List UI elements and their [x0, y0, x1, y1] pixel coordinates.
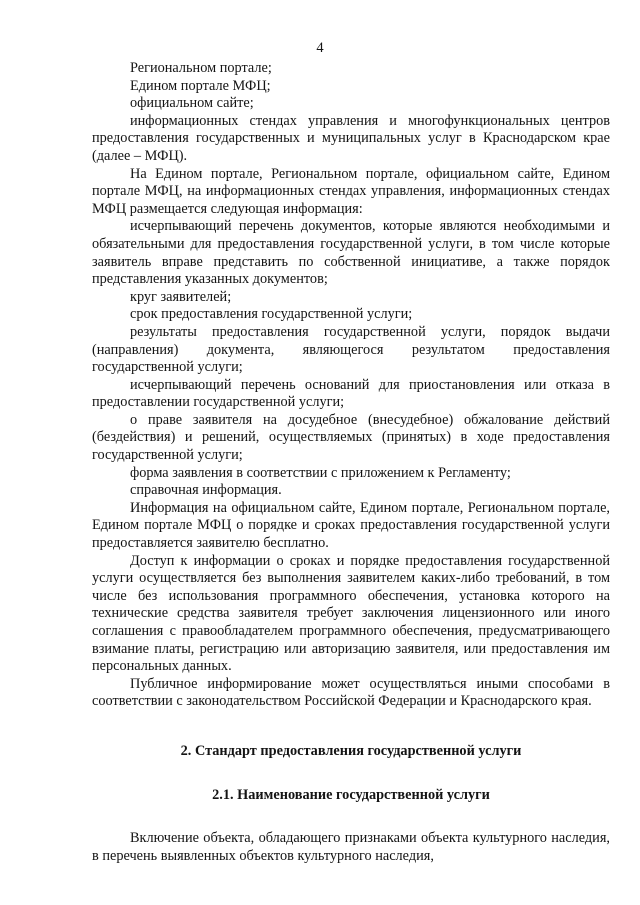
paragraph: исчерпывающий перечень оснований для приостановления или отказа в предоставлении государственной услуги;	[92, 376, 610, 411]
paragraph: о праве заявителя на досудебное (внесудебное) обжалование действий (бездействия) и решений, осуществляемых (принятых) в ходе предоставления государственной услуги;	[92, 411, 610, 464]
paragraph: официальном сайте;	[130, 95, 254, 112]
paragraph: справочная информация.	[130, 482, 282, 499]
document-body	[92, 60, 610, 865]
paragraph: Включение объекта, обладающего признаками объекта культурного наследия, в перечень выявленных объектов культурного наследия,	[92, 830, 610, 864]
paragraph: На Едином портале, Региональном портале, официальном сайте, Едином портале МФЦ, на информационных стендах управления, информационных стендах МФЦ размещается следующая информация:	[92, 165, 610, 217]
paragraph: исчерпывающий перечень документов, которые являются необходимыми и обязательными для предоставления государственной услуги, в том числе которые заявитель вправе представить по собственной инициативе, а также порядок представления указанных документов;	[92, 218, 610, 288]
paragraph: Публичное информирование может осуществляться иными способами в соответствии с законодательством Российской Федерации и Краснодарского края.	[92, 675, 610, 710]
paragraph: результаты предоставления государственной услуги, порядок выдачи (направления) документа, являющегося результатом предоставления государственной услуги;	[92, 323, 610, 376]
paragraph: срок предоставления государственной услуги;	[130, 306, 413, 323]
paragraph: информационных стендах управления и многофункциональных центров предоставления государственных и муниципальных услуг в Краснодарском крае (далее – МФЦ).	[92, 112, 610, 164]
paragraph: Едином портале МФЦ;	[130, 77, 271, 94]
paragraph: Информация на официальном сайте, Едином портале, Региональном портале, Едином портале МФЦ о порядке и сроках предоставления государственной услуги предоставляется заявителю бесплатно.	[92, 499, 610, 552]
paragraph: форма заявления в соответствии с приложением к Регламенту;	[130, 464, 511, 481]
paragraph: Региональном портале;	[130, 60, 272, 76]
page-number: 4	[316, 40, 324, 56]
paragraph: круг заявителей;	[130, 288, 232, 305]
paragraph: Доступ к информации о сроках и порядке предоставления государственной услуги осуществляется без выполнения заявителем каких-либо требований, в том числе без использования программного обеспечения, установка которого на технические средства заявителя требует заключения лицензионного или иного соглашения с правообладателем программного обеспечения, предусматривающего взимание платы, регистрацию или авторизацию заявителя, или предоставления им персональных данных.	[92, 552, 610, 675]
subsection-heading: 2.1. Наименование государственной услуги	[212, 786, 490, 803]
section-heading: 2. Стандарт предоставления государственной услуги	[180, 742, 522, 759]
